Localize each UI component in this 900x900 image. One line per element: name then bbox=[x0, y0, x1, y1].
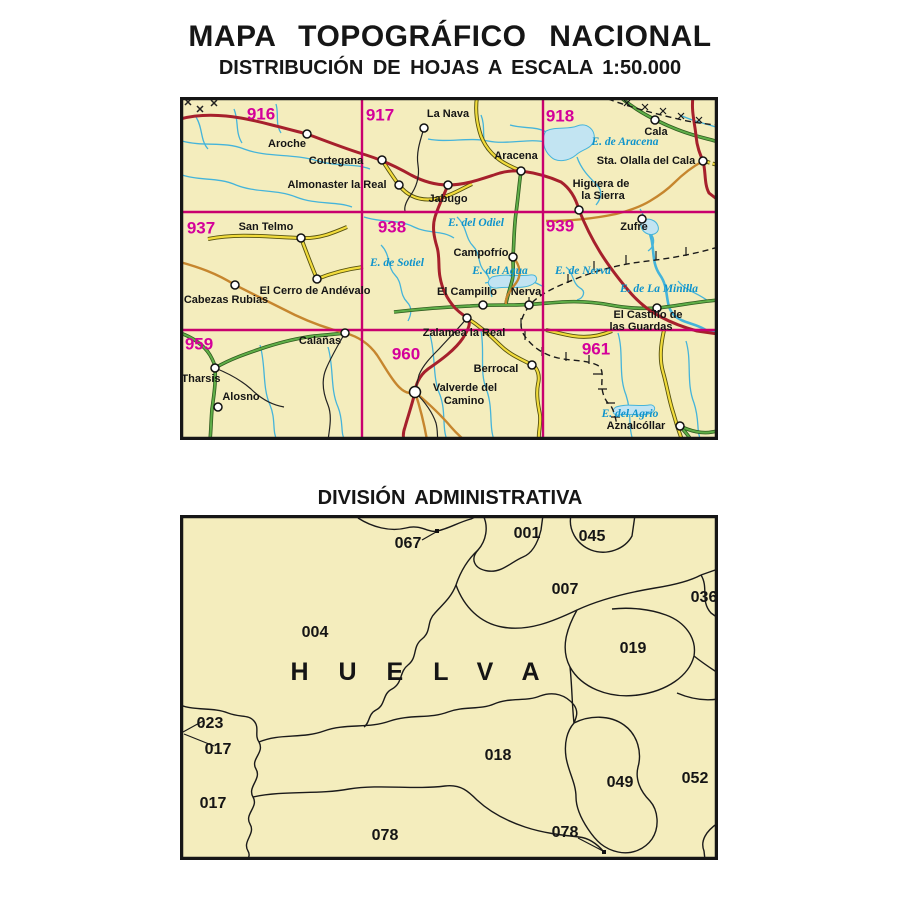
town-label: Zufre bbox=[620, 221, 648, 233]
admin-map-background bbox=[180, 515, 718, 860]
admin-code-036: 036 bbox=[690, 589, 718, 606]
town-label: Campofrío bbox=[453, 247, 509, 259]
town-label: Calañas bbox=[298, 335, 342, 347]
town-label: Cabezas Rubias bbox=[183, 294, 269, 306]
town-marker bbox=[651, 116, 659, 124]
town-label: Aroche bbox=[268, 138, 306, 150]
page-title: MAPA TOPOGRÁFICO NACIONAL bbox=[188, 20, 712, 53]
reservoir-label: E. de Aracena bbox=[591, 136, 659, 148]
town-marker bbox=[479, 301, 487, 309]
town-marker bbox=[444, 181, 452, 189]
town-label: Berrocal bbox=[473, 363, 519, 375]
town-marker bbox=[517, 167, 525, 175]
admin-code-067: 067 bbox=[394, 535, 422, 552]
town-label: Cala bbox=[644, 126, 668, 138]
town-label-line2: Camino bbox=[443, 395, 485, 407]
town-marker bbox=[699, 157, 707, 165]
town-label: Sta. Olalla del Cala bbox=[596, 155, 696, 167]
sheet-number-960: 960 bbox=[391, 344, 421, 364]
town-label: El Campillo bbox=[437, 286, 497, 298]
town-label: Aznalcóllar bbox=[606, 420, 666, 432]
town-marker bbox=[575, 206, 583, 214]
admin-division-map bbox=[180, 515, 718, 860]
admin-code-078: 078 bbox=[371, 827, 399, 844]
admin-code-078: 078 bbox=[551, 824, 579, 841]
town-label-line2: la Sierra bbox=[581, 190, 625, 202]
town-marker bbox=[297, 234, 305, 242]
admin-code-018: 018 bbox=[484, 747, 512, 764]
town-marker bbox=[410, 387, 421, 398]
reservoir-label: E. del Agua bbox=[472, 265, 528, 277]
town-marker bbox=[303, 130, 311, 138]
town-label: Alosno bbox=[222, 391, 260, 403]
reservoir-label: E. de Nerva bbox=[555, 265, 611, 277]
town-marker bbox=[463, 314, 471, 322]
boundary-dot bbox=[435, 529, 439, 533]
town-marker bbox=[341, 329, 349, 337]
admin-code-007: 007 bbox=[551, 581, 579, 598]
admin-code-023: 023 bbox=[196, 715, 224, 732]
sheet-map-svg bbox=[180, 97, 718, 440]
boundary-dot bbox=[602, 850, 606, 854]
town-label: Cortegana bbox=[308, 155, 364, 167]
sheet-number-916: 916 bbox=[246, 104, 276, 124]
town-label: El Cerro de Andévalo bbox=[259, 285, 371, 297]
admin-code-017: 017 bbox=[204, 741, 232, 758]
sheet-number-939: 939 bbox=[545, 216, 575, 236]
town-marker bbox=[214, 403, 222, 411]
town-marker bbox=[211, 364, 219, 372]
town-marker bbox=[525, 301, 533, 309]
town-marker bbox=[395, 181, 403, 189]
town-marker bbox=[509, 253, 517, 261]
town-label: Tharsis bbox=[181, 373, 221, 385]
reservoir-label: E. de La Minilla bbox=[620, 283, 698, 295]
sheet-number-937: 937 bbox=[186, 218, 216, 238]
town-label: Jabugo bbox=[428, 193, 468, 205]
town-marker bbox=[313, 275, 321, 283]
town-marker bbox=[378, 156, 386, 164]
page-subtitle: DISTRIBUCIÓN DE HOJAS A ESCALA 1:50.000 bbox=[218, 57, 682, 79]
town-label: Zalamea la Real bbox=[422, 327, 506, 339]
town-label: Aracena bbox=[494, 150, 538, 162]
sheet-number-917: 917 bbox=[365, 105, 395, 125]
town-marker bbox=[231, 281, 239, 289]
admin-code-045: 045 bbox=[578, 528, 606, 545]
admin-code-052: 052 bbox=[681, 770, 709, 787]
sheet-number-918: 918 bbox=[545, 106, 575, 126]
reservoir-label: E. de Sotiel bbox=[370, 257, 424, 269]
town-label: San Telmo bbox=[238, 221, 294, 233]
reservoir-label: E. del Odiel bbox=[448, 217, 504, 229]
town-marker bbox=[528, 361, 536, 369]
town-marker bbox=[676, 422, 684, 430]
admin-map-svg bbox=[180, 515, 718, 860]
admin-code-004: 004 bbox=[301, 624, 329, 641]
town-label: Almonaster la Real bbox=[287, 179, 387, 191]
reservoir-label: E. del Agrio bbox=[601, 408, 659, 420]
town-label-line2: las Guardas bbox=[609, 321, 673, 333]
town-label: El Castillo de bbox=[613, 309, 683, 321]
sheet-number-938: 938 bbox=[377, 217, 407, 237]
town-label: La Nava bbox=[426, 108, 470, 120]
town-label: Nerva bbox=[510, 286, 542, 298]
town-marker bbox=[420, 124, 428, 132]
sheet-index-map bbox=[180, 97, 718, 440]
admin-code-001: 001 bbox=[513, 525, 541, 542]
sheet-number-959: 959 bbox=[184, 334, 214, 354]
town-label: Higuera de bbox=[572, 178, 630, 190]
sheet-number-961: 961 bbox=[581, 339, 611, 359]
region-name: HUELVA bbox=[290, 658, 570, 686]
admin-code-019: 019 bbox=[619, 640, 647, 657]
admin-code-017: 017 bbox=[199, 795, 227, 812]
admin-code-049: 049 bbox=[606, 774, 634, 791]
town-label: Valverde del bbox=[432, 382, 498, 394]
admin-section-title: DIVISIÓN ADMINISTRATIVA bbox=[317, 487, 583, 509]
